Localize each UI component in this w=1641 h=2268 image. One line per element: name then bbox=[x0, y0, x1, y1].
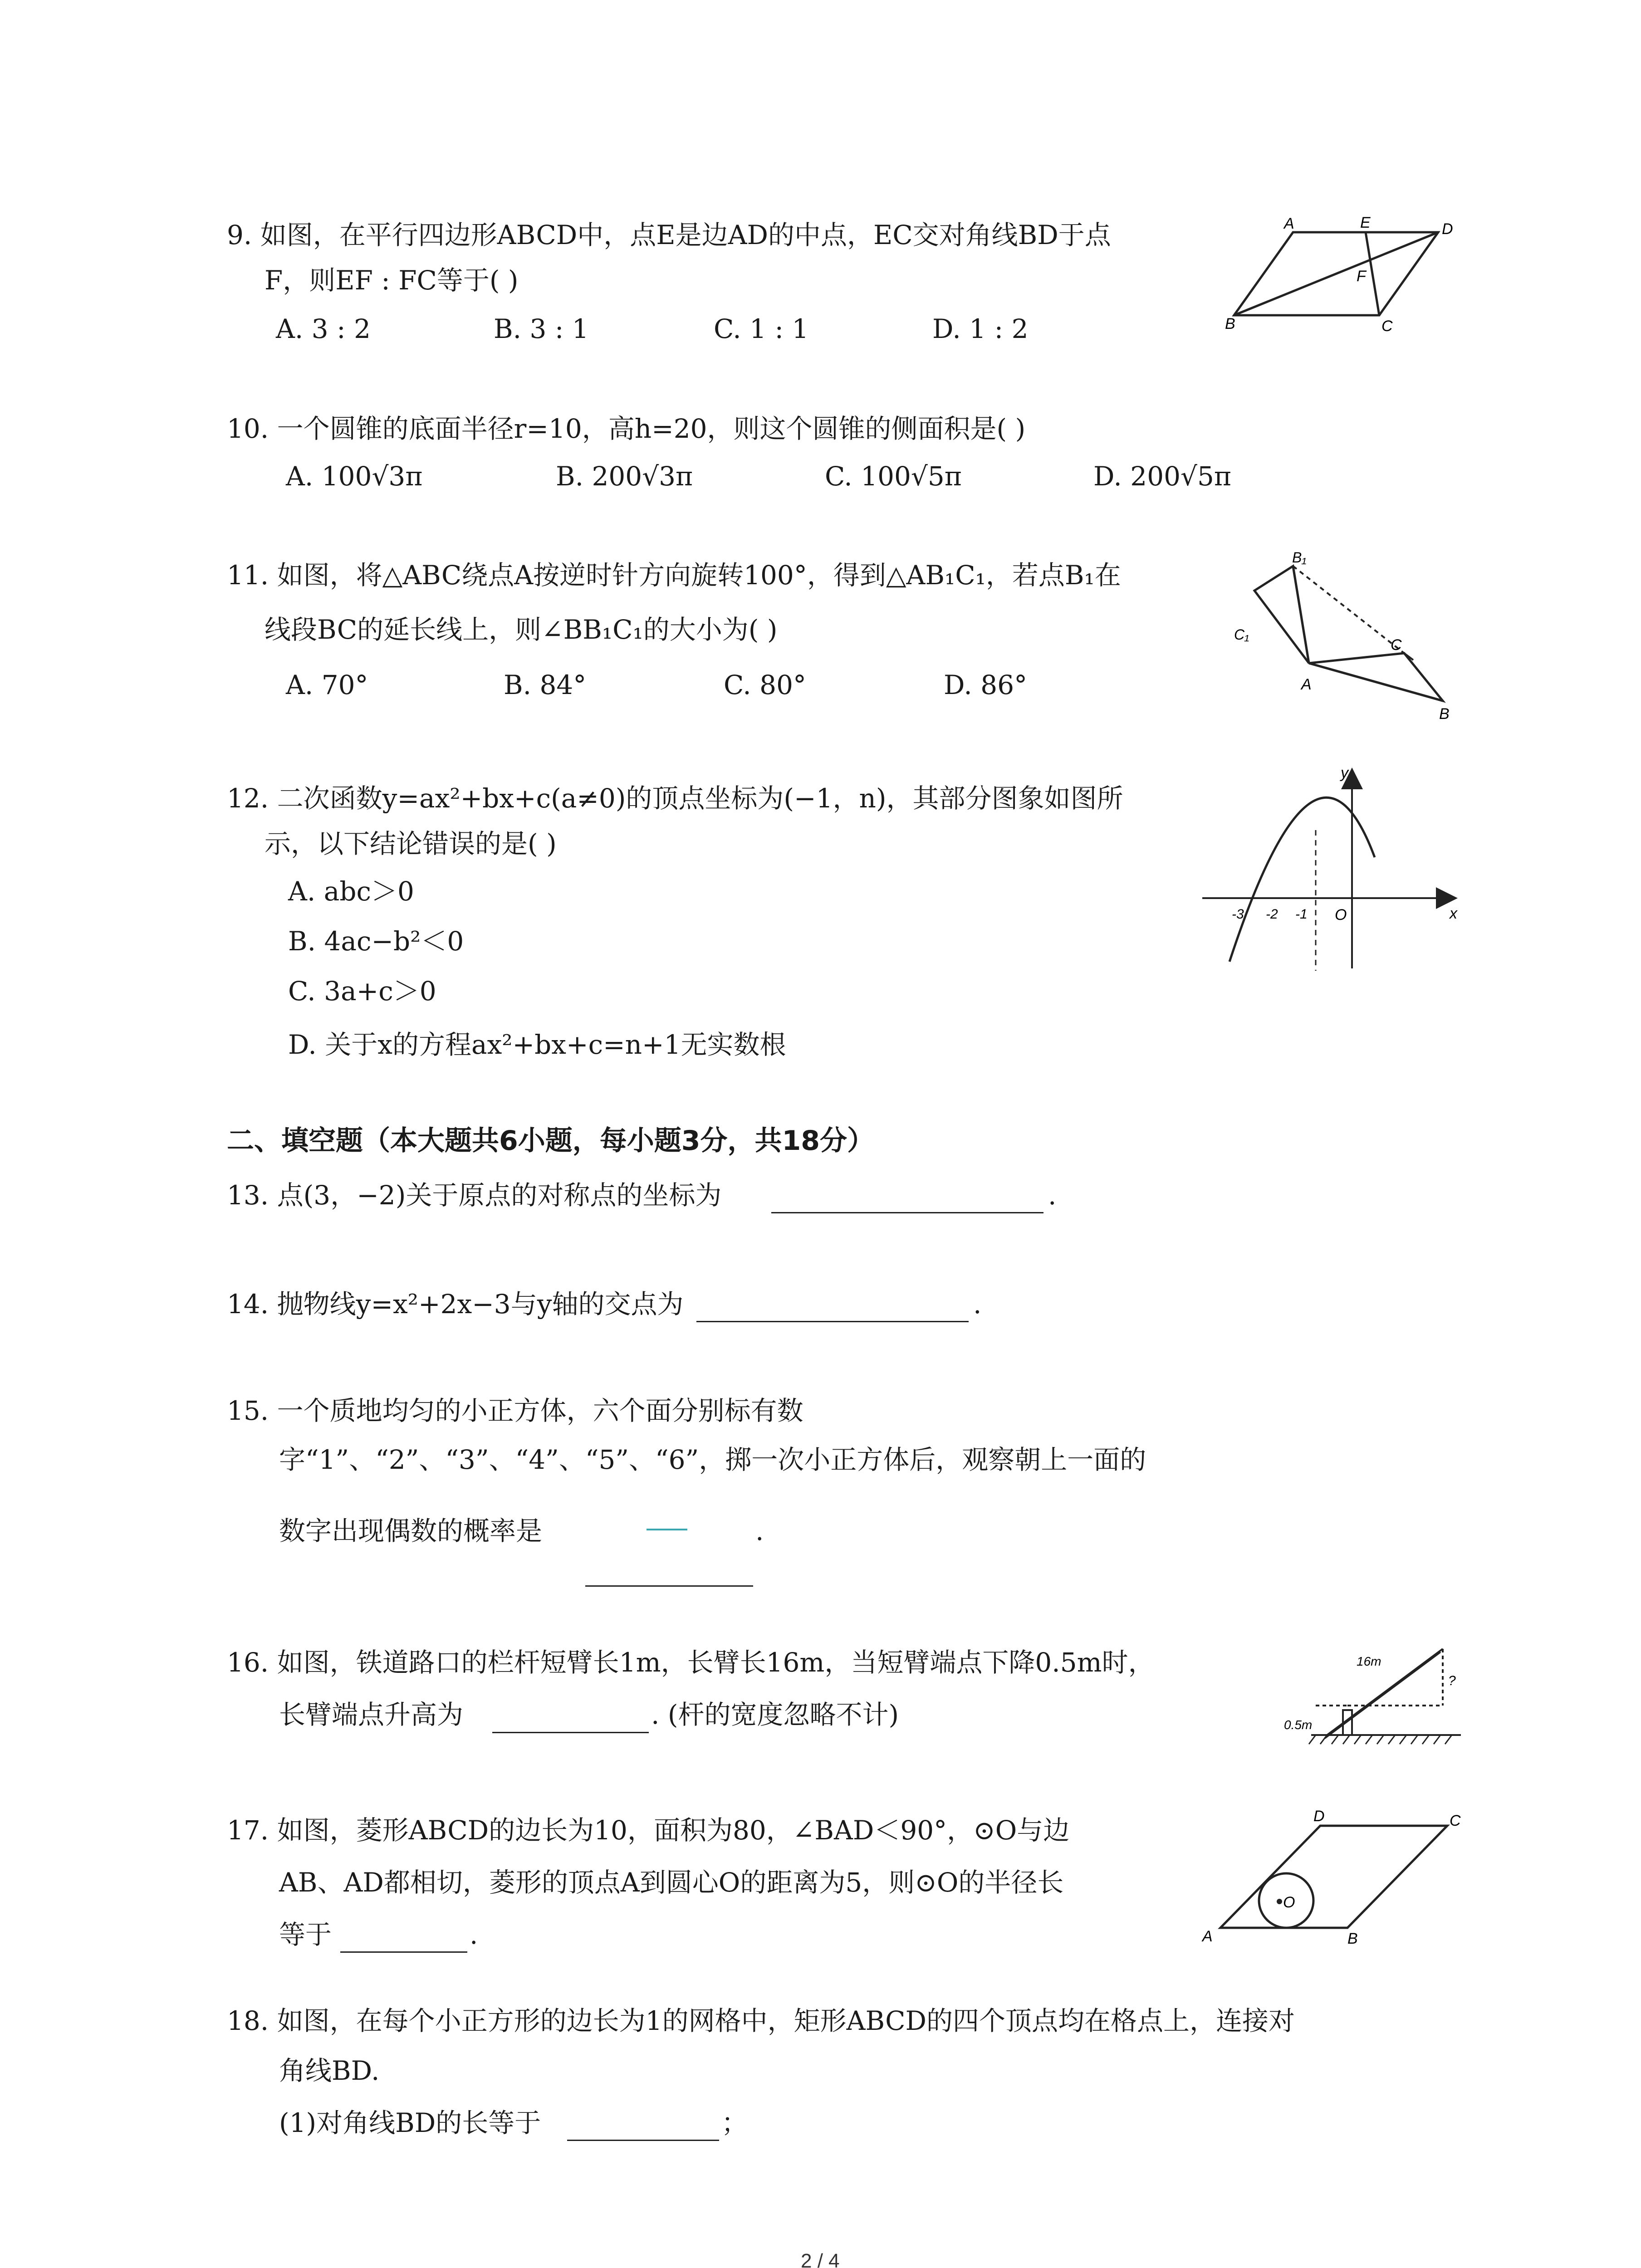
q14-answer-blank[interactable] bbox=[696, 1321, 969, 1322]
q9-label-e: E bbox=[1360, 214, 1371, 231]
q11-label-c1: C₁ bbox=[1234, 626, 1249, 643]
q11-label-c: C bbox=[1391, 636, 1402, 654]
q15-fraction-bar bbox=[647, 1529, 687, 1530]
q9-label-d: D bbox=[1442, 220, 1453, 238]
q10-option-a: A. 100√3π bbox=[286, 461, 423, 492]
q12-x-axis-label: x bbox=[1450, 905, 1457, 922]
q18-answer-blank[interactable] bbox=[567, 2140, 719, 2141]
q16-railway-barrier-figure bbox=[1284, 1633, 1465, 1755]
q11-rotation-figure bbox=[1234, 544, 1470, 726]
q14-tail: . bbox=[973, 1289, 982, 1320]
q16-label-short-drop: 0.5m bbox=[1284, 1718, 1313, 1732]
q11-label-b: B bbox=[1439, 705, 1450, 723]
q17-line3: 等于 bbox=[279, 1919, 332, 1950]
q12-tick-m2: -2 bbox=[1266, 907, 1278, 922]
q17-answer-blank[interactable] bbox=[340, 1951, 467, 1953]
q17-rhombus-figure bbox=[1198, 1805, 1470, 1955]
q10-line1: 10. 一个圆锥的底面半径r=10，高h=20，则这个圆锥的侧面积是( ) bbox=[227, 413, 1026, 444]
q16-line2b: . (杆的宽度忽略不计) bbox=[651, 1699, 899, 1730]
q12-line2: 示，以下结论错误的是( ) bbox=[265, 828, 557, 859]
q12-option-c: C. 3a+c＞0 bbox=[288, 976, 436, 1007]
q11-option-c: C. 80° bbox=[724, 670, 806, 700]
q9-option-d: D. 1 : 2 bbox=[932, 313, 1029, 344]
q11-option-d: D. 86° bbox=[944, 670, 1028, 700]
page-number: 2 / 4 bbox=[801, 2250, 840, 2268]
q12-option-a: A. abc＞0 bbox=[288, 876, 414, 907]
q10-option-d: D. 200√5π bbox=[1093, 461, 1231, 492]
q9-parallelogram-figure bbox=[1225, 209, 1479, 340]
q12-tick-m1: -1 bbox=[1295, 907, 1308, 922]
q9-option-c: C. 1 : 1 bbox=[714, 313, 809, 344]
q16-line2a: 长臂端点升高为 bbox=[279, 1699, 464, 1730]
q11-label-b1: B₁ bbox=[1292, 549, 1307, 566]
q17-label-c: C bbox=[1450, 1812, 1461, 1829]
q17-line1: 17. 如图，菱形ABCD的边长为10，面积为80，∠BAD＜90°，⊙O与边 bbox=[227, 1815, 1070, 1846]
q9-option-a: A. 3 : 2 bbox=[276, 313, 371, 344]
q12-tick-m3: -3 bbox=[1232, 907, 1244, 922]
q9-option-b: B. 3 : 1 bbox=[494, 313, 589, 344]
q17-tail: . bbox=[470, 1919, 478, 1950]
q17-label-a: A bbox=[1202, 1928, 1213, 1945]
q9-label-f: F bbox=[1357, 268, 1366, 285]
q10-option-c: C. 100√5π bbox=[825, 461, 962, 492]
q17-label-b: B bbox=[1347, 1930, 1358, 1947]
q18-line2: 角线BD. bbox=[279, 2055, 380, 2086]
q15-answer-blank[interactable] bbox=[585, 1585, 753, 1587]
q17-label-d: D bbox=[1313, 1808, 1325, 1825]
q11-option-b: B. 84° bbox=[504, 670, 587, 700]
section2-heading: 二、填空题（本大题共6小题，每小题3分，共18分） bbox=[227, 1125, 874, 1157]
q9-label-a: A bbox=[1284, 215, 1294, 232]
q15-line3: 数字出现偶数的概率是 bbox=[279, 1515, 543, 1546]
q18-tail: ； bbox=[721, 2107, 748, 2138]
q12-line1: 12. 二次函数y=ax²+bx+c(a≠0)的顶点坐标为(−1，n)，其部分图象如图所 bbox=[227, 783, 1123, 814]
q18-line3: (1)对角线BD的长等于 bbox=[279, 2107, 541, 2138]
q12-parabola-graph bbox=[1202, 762, 1465, 980]
q9-label-b: B bbox=[1225, 315, 1235, 332]
q18-line1: 18. 如图，在每个小正方形的边长为1的网格中，矩形ABCD的四个顶点均在格点上，连接对 bbox=[227, 2005, 1295, 2036]
q15-line2: 字“1”、“2”、“3”、“4”、“5”、“6”，掷一次小正方体后，观察朝上一面的 bbox=[279, 1444, 1146, 1475]
q13-tail: . bbox=[1048, 1180, 1057, 1211]
q11-label-a: A bbox=[1301, 676, 1312, 693]
q17-label-o: O bbox=[1283, 1894, 1295, 1911]
q16-answer-blank[interactable] bbox=[492, 1732, 649, 1733]
q12-option-b: B. 4ac−b²＜0 bbox=[288, 926, 464, 957]
q17-line2: AB、AD都相切，菱形的顶点A到圆心O的距离为5，则⊙O的半径长 bbox=[279, 1867, 1064, 1898]
q16-label-unknown: ? bbox=[1448, 1673, 1456, 1688]
q13-answer-blank[interactable] bbox=[771, 1212, 1043, 1213]
q13-text: 13. 点(3，−2)关于原点的对称点的坐标为 bbox=[227, 1180, 722, 1211]
q14-text: 14. 抛物线y=x²+2x−3与y轴的交点为 bbox=[227, 1289, 684, 1320]
q11-line2: 线段BC的延长线上，则∠BB₁C₁的大小为( ) bbox=[265, 614, 778, 645]
q11-line1: 11. 如图，将△ABC绕点A按逆时针方向旋转100°，得到△AB₁C₁，若点B₁在 bbox=[227, 560, 1121, 591]
q16-label-long-arm: 16m bbox=[1357, 1654, 1381, 1668]
q12-y-axis-label: y bbox=[1341, 764, 1348, 782]
q12-origin-label: O bbox=[1335, 906, 1347, 924]
q9-line1: 9. 如图，在平行四边形ABCD中，点E是边AD的中点，EC交对角线BD于点 bbox=[227, 220, 1111, 250]
q15-line1: 15. 一个质地均匀的小正方体，六个面分别标有数 bbox=[227, 1395, 803, 1426]
q9-line2: F，则EF : FC等于( ) bbox=[265, 265, 519, 296]
q10-option-b: B. 200√3π bbox=[556, 461, 693, 492]
q16-line1: 16. 如图，铁道路口的栏杆短臂长1m，长臂长16m，当短臂端点下降0.5m时， bbox=[227, 1647, 1155, 1678]
q15-tail: . bbox=[755, 1515, 764, 1546]
q11-option-a: A. 70° bbox=[286, 670, 368, 700]
q12-option-d: D. 关于x的方程ax²+bx+c=n+1无实数根 bbox=[288, 1029, 786, 1060]
q9-label-c: C bbox=[1381, 318, 1393, 335]
